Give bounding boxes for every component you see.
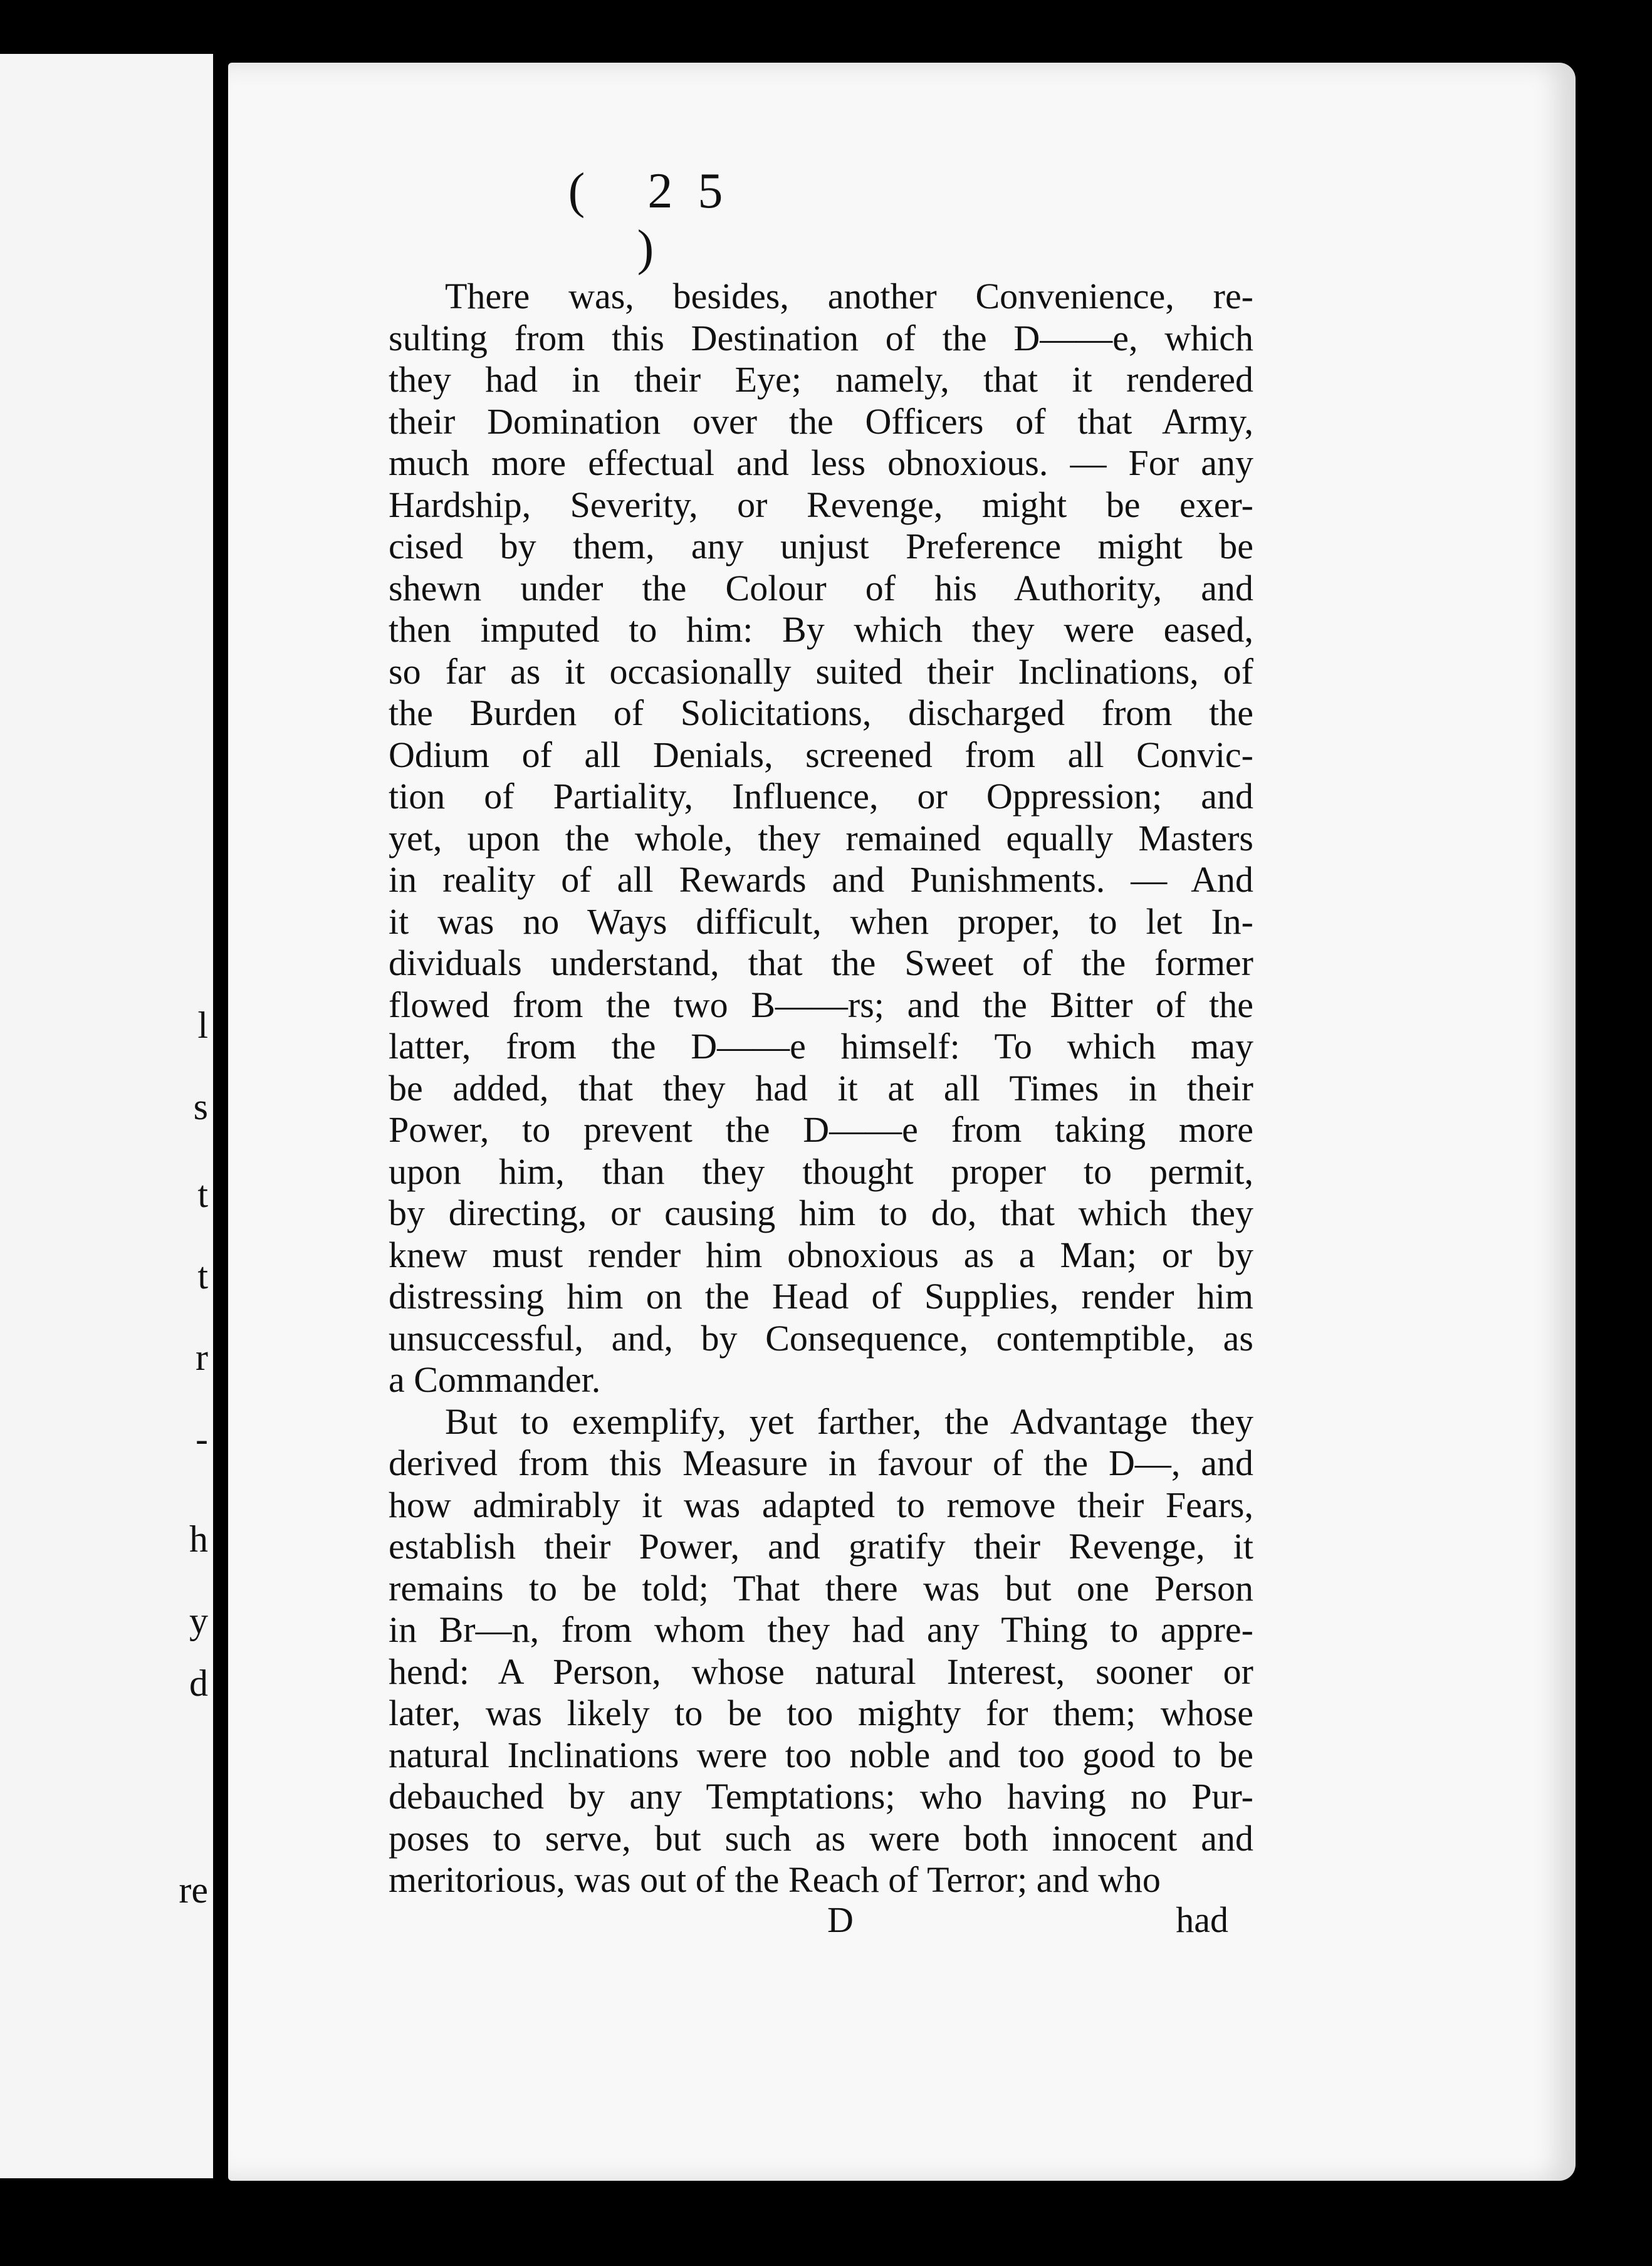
book-gutter xyxy=(213,0,228,2266)
text-line: later, was likely to be too mighty for them; whose xyxy=(389,1693,1253,1733)
text-line: shewn under the Colour of his Authority, and xyxy=(389,567,1253,608)
facing-page-glyph: y xyxy=(189,1600,208,1641)
page-number: ( 25 ) xyxy=(568,164,748,276)
text-line: be added, that they had it at all Times in their xyxy=(389,1067,1253,1109)
facing-page-glyph: d xyxy=(189,1663,208,1704)
facing-page-edge xyxy=(0,54,214,2178)
text-line: unsuccessful, and, by Consequence, contemptible, as xyxy=(389,1317,1253,1359)
facing-page-glyph: l xyxy=(197,1005,208,1046)
text-line: then imputed to him: By which they were eased, xyxy=(389,609,1253,650)
facing-page-glyph: re xyxy=(179,1869,208,1911)
text-line: Hardship, Severity, or Revenge, might be exer- xyxy=(389,484,1253,525)
facing-page-glyph: s xyxy=(193,1086,208,1127)
text-line: establish their Power, and gratify their Revenge, it xyxy=(389,1526,1253,1567)
text-line: their Domination over the Officers of that Army, xyxy=(389,400,1253,442)
text-line: by directing, or causing him to do, that which they xyxy=(389,1193,1253,1233)
text-line: tion of Partiality, Influence, or Oppression; and xyxy=(389,776,1253,817)
text-line: meritorious, was out of the Reach of Terror; and who xyxy=(389,1859,1161,1900)
facing-page-glyph: h xyxy=(189,1518,208,1560)
signature-mark: D xyxy=(827,1899,854,1940)
text-line: Power, to prevent the D——e from taking more xyxy=(389,1109,1253,1150)
text-line: so far as it occasionally suited their Inclinations, of xyxy=(389,650,1253,692)
text-line: But to exemplify, yet farther, the Advantage they xyxy=(445,1401,1253,1442)
text-line: natural Inclinations were too noble and too good to be xyxy=(389,1734,1253,1775)
facing-page-glyph: - xyxy=(196,1418,208,1459)
text-line: upon him, than they thought proper to permit, xyxy=(389,1151,1253,1192)
text-line: There was, besides, another Convenience, re- xyxy=(445,276,1253,316)
text-line: Odium of all Denials, screened from all Convic- xyxy=(389,734,1253,775)
text-line: a Commander. xyxy=(389,1359,601,1400)
text-line: flowed from the two B——rs; and the Bitter of the xyxy=(389,984,1253,1025)
text-line: dividuals understand, that the Sweet of the former xyxy=(389,942,1253,983)
text-line: hend: A Person, whose natural Interest, sooner or xyxy=(389,1651,1253,1692)
text-line: latter, from the D——e himself: To which may xyxy=(389,1026,1253,1067)
text-line: in reality of all Rewards and Punishments. — And xyxy=(389,859,1253,900)
text-line: debauched by any Temptations; who having no Pur- xyxy=(389,1776,1253,1817)
text-line: the Burden of Solicitations, discharged from the xyxy=(389,692,1253,733)
text-line: they had in their Eye; namely, that it rendered xyxy=(389,359,1253,400)
text-line: much more effectual and less obnoxious. — For any xyxy=(389,442,1253,483)
facing-page-glyph: t xyxy=(197,1174,208,1215)
text-line: cised by them, any unjust Preference might be xyxy=(389,526,1253,566)
text-line: how admirably it was adapted to remove their Fears, xyxy=(389,1484,1253,1525)
body-text xyxy=(389,276,1253,1901)
text-line: poses to serve, but such as were both innocent and xyxy=(389,1817,1253,1859)
catchword: had xyxy=(1176,1899,1228,1940)
text-line: knew must render him obnoxious as a Man; or by xyxy=(389,1234,1253,1275)
text-line: distressing him on the Head of Supplies, render him xyxy=(389,1276,1253,1317)
facing-page-glyph: r xyxy=(196,1337,208,1378)
text-line: sulting from this Destination of the D——e, which xyxy=(389,317,1253,358)
text-line: yet, upon the whole, they remained equally Masters xyxy=(389,817,1253,859)
text-line: remains to be told; That there was but one Person xyxy=(389,1567,1253,1609)
facing-page-glyph: t xyxy=(197,1255,208,1297)
facing-page-text-fragments xyxy=(0,54,213,2178)
text-line: it was no Ways difficult, when proper, to let In- xyxy=(389,901,1253,942)
text-line: derived from this Measure in favour of the D—, and xyxy=(389,1443,1253,1483)
text-line: in Br—n, from whom they had any Thing to appre- xyxy=(389,1609,1253,1650)
